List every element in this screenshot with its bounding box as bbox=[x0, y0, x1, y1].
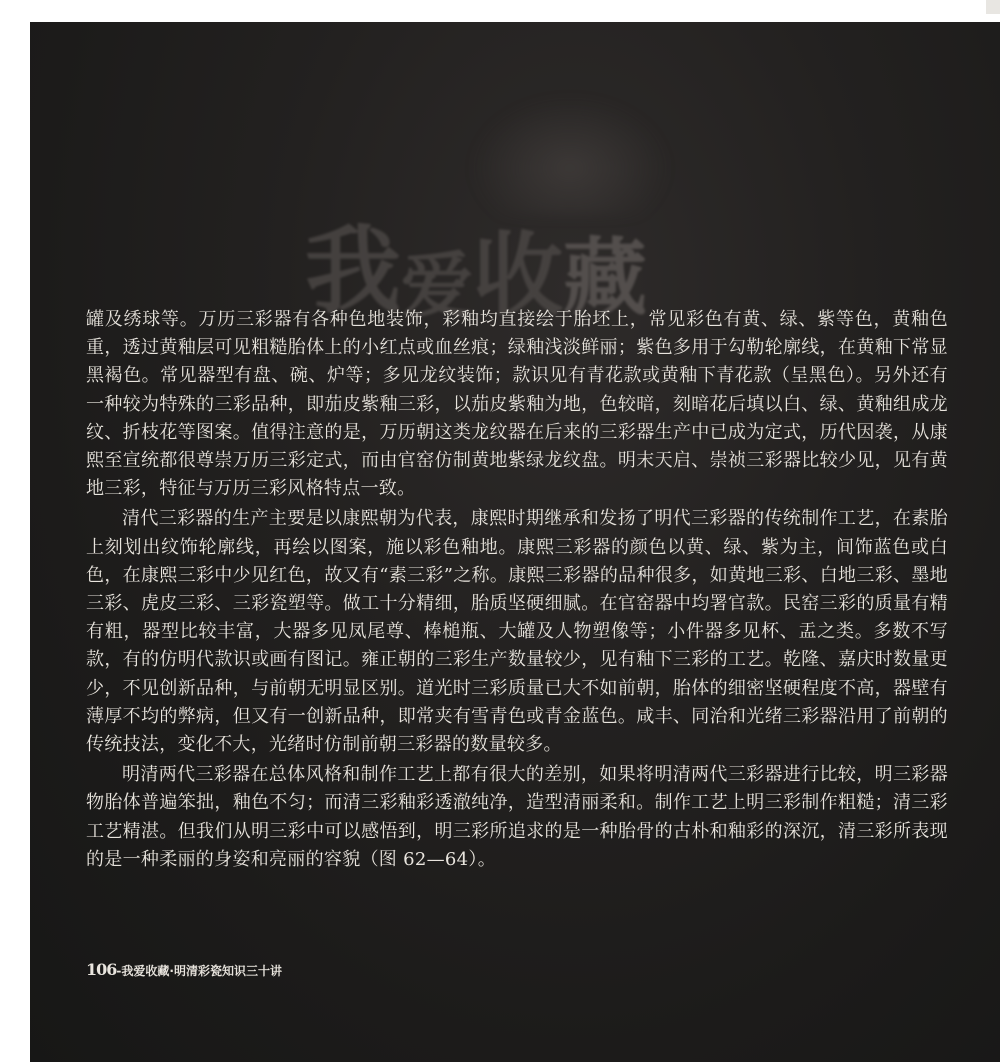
page-number: 106 bbox=[86, 960, 117, 979]
watermark-char: 藏 bbox=[563, 229, 648, 327]
paragraph-qing-dynasty: 清代三彩器的生产主要是以康熙朝为代表，康熙时期继承和发扬了明代三彩器的传统制作工艺，在素胎上刻划出纹饰轮廓线，再绘以图案，施以彩色釉地。康熙三彩器的颜色以黄、绿、紫为主，间饰蓝色或白色，在康熙三彩中少见红色，故又有“素三彩”之称。康熙三彩器的品种很多，如黄地三彩、白地三彩、墨地三彩、虎皮三彩、三彩瓷塑等。做工十分精细，胎质坚硬细腻。在官窑器中均署官款。民窑三彩的质量有精有粗，器型比较丰富，大器多见凤尾尊、棒槌瓶、大罐及人物塑像等；小件器多见杯、盂之类。多数不写款，有的仿明代款识或画有图记。雍正朝的三彩生产数量较少，见有釉下三彩的工艺。乾隆、嘉庆时数量更少，不见创新品种，与前朝无明显区别。道光时三彩质量已大不如前朝，胎体的细密坚硬程度不高，器壁有薄厚不均的弊病，但又有一创新品种，即常夹有雪青色或青金蓝色。咸丰、同治和光绪三彩器沿用了前朝的传统技法，变化不大，光绪时仿制前朝三彩器的数量较多。 bbox=[86, 508, 948, 756]
watermark-char: 我 bbox=[305, 215, 401, 327]
page-corner bbox=[986, 0, 1000, 14]
page-footer bbox=[86, 960, 282, 979]
watermark-char: 收 bbox=[473, 223, 564, 328]
running-title: -我爱收藏·明清彩瓷知识三十讲 bbox=[116, 964, 282, 978]
article-body bbox=[86, 306, 948, 876]
paragraph-comparison: 明清两代三彩器在总体风格和制作工艺上都有很大的差别，如果将明清两代三彩器进行比较，明三彩器物胎体普遍笨拙，釉色不匀；而清三彩釉彩透澈纯净，造型清丽柔和。制作工艺上明三彩制作粗糙；清三彩工艺精湛。但我们从明三彩中可以感悟到，明三彩所追求的是一种胎骨的古朴和釉彩的深沉，清三彩所表现的是一种柔丽的身姿和亮丽的容貌（图 62—64）。 bbox=[86, 764, 948, 870]
paragraph-continued: 罐及绣球等。万历三彩器有各种色地装饰，彩釉均直接绘于胎坯上，常见彩色有黄、绿、紫等色，黄釉色重，透过黄釉层可见粗糙胎体上的小红点或血丝痕；绿釉浅淡鲜丽；紫色多用于勾勒轮廓线，在黄釉下常显黑褐色。常见器型有盘、碗、炉等；多见龙纹装饰；款识见有青花款或黄釉下青花款（呈黑色）。另外还有一种较为特殊的三彩品种，即茄皮紫釉三彩，以茄皮紫釉为地，色较暗，刻暗花后填以白、绿、黄釉组成龙纹、折枝花等图案。值得注意的是，万历朝这类龙纹器在后来的三彩器生产中已成为定式，历代因袭，从康熙至宣统都很尊崇万历三彩定式，而由官窑仿制黄地紫绿龙纹盘。明末天启、崇祯三彩器比较少见，见有黄地三彩，特征与万历三彩风格特点一致。 bbox=[86, 309, 948, 500]
watermark-char: 爱 bbox=[401, 244, 474, 328]
